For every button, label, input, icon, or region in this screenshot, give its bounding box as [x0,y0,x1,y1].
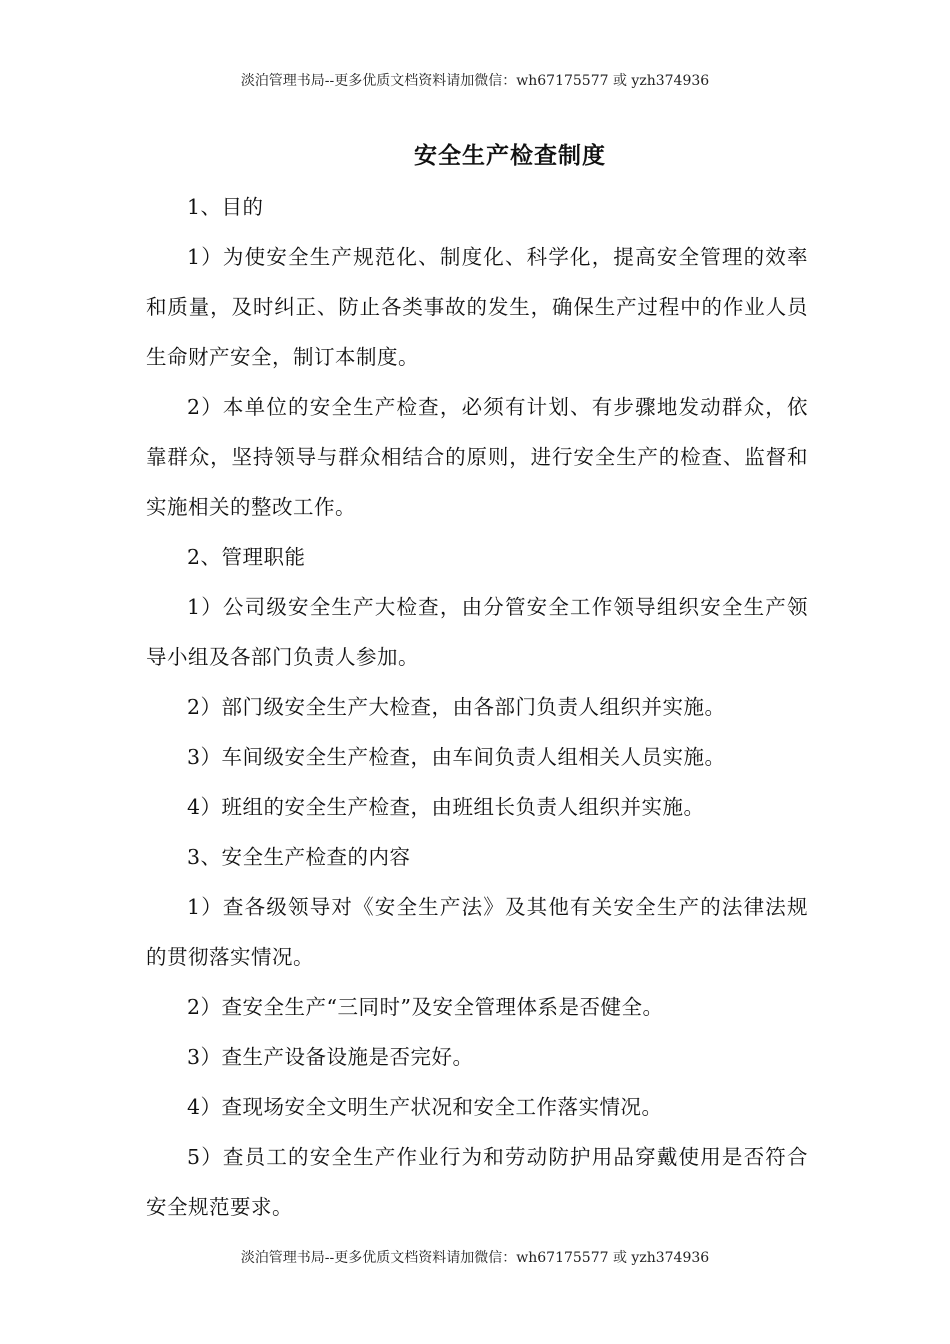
paragraph-management-4: 4）班组的安全生产检查，由班组长负责人组织并实施。 [187,795,705,819]
paragraph-management-3: 3）车间级安全生产检查，由车间负责人组相关人员实施。 [187,745,726,769]
section-heading-purpose: 1、目的 [187,195,264,219]
page-header: 淡泊管理书局--更多优质文档资料请加微信：wh67175577 或 yzh374936 [240,73,710,89]
paragraph-content-1: 1）查各级领导对《安全生产法》及其他有关安全生产的法律法规的贯彻落实情况。 [146,895,808,969]
document-title: 安全生产检查制度 [414,142,606,169]
paragraph-purpose-1: 1）为使安全生产规范化、制度化、科学化，提高安全管理的效率和质量，及时纠正、防止各类事故的发生，确保生产过程中的作业人员生命财产安全，制订本制度。 [146,245,808,369]
paragraph-content-5: 5）查员工的安全生产作业行为和劳动防护用品穿戴使用是否符合安全规范要求。 [146,1145,808,1219]
section-heading-management: 2、管理职能 [187,545,306,569]
document-body [146,182,808,1232]
page-footer: 淡泊管理书局--更多优质文档资料请加微信：wh67175577 或 yzh374936 [240,1250,710,1266]
paragraph-content-2: 2）查安全生产“三同时”及安全管理体系是否健全。 [187,995,664,1019]
paragraph-purpose-2: 2）本单位的安全生产检查，必须有计划、有步骤地发动群众，依靠群众，坚持领导与群众相结合的原则，进行安全生产的检查、监督和实施相关的整改工作。 [146,395,808,519]
paragraph-management-2: 2）部门级安全生产大检查，由各部门负责人组织并实施。 [187,695,726,719]
paragraph-content-4: 4）查现场安全文明生产状况和安全工作落实情况。 [187,1095,663,1119]
paragraph-content-3: 3）查生产设备设施是否完好。 [187,1045,474,1069]
paragraph-management-1: 1）公司级安全生产大检查，由分管安全工作领导组织安全生产领导小组及各部门负责人参加。 [146,595,808,669]
section-heading-content: 3、安全生产检查的内容 [187,845,411,869]
